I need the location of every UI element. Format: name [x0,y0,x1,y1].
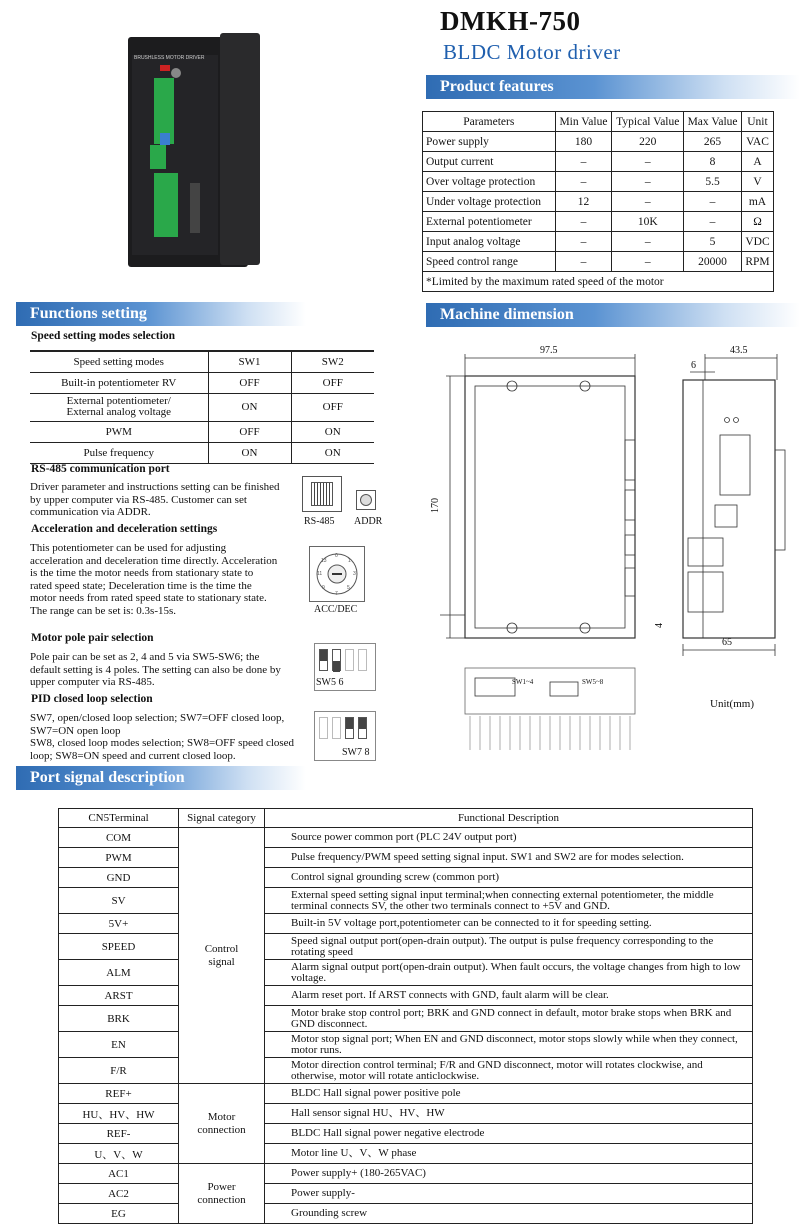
port-description: Alarm signal output port(open-drain output). When fault occurs, the voltage changes from high to low voltage. [265,960,753,986]
features-cell: – [612,192,684,212]
dim-base-label: 4 [654,623,665,628]
features-cell: Over voltage protection [423,172,556,192]
port-row [59,1006,753,1032]
features-cell: 20000 [684,252,742,272]
dim-height-label: 170 [430,498,441,513]
port-terminal: GND [59,868,179,888]
features-cell: RPM [741,252,773,272]
port-terminal: SPEED [59,934,179,960]
port-terminal: 5V+ [59,914,179,934]
port-table [58,808,753,1224]
port-row [59,914,753,934]
machine-dimension-banner [426,303,800,327]
features-cell: – [684,212,742,232]
port-description: Motor direction control terminal; F/R and GND disconnect, motor will rotates clockwise, and otherwise, motor will rotate anticlockwise. [265,1058,753,1084]
speed-modes-cell: ON [208,393,291,421]
features-header: Unit [741,112,773,132]
speed-modes-cell: OFF [291,372,374,393]
port-terminal: EN [59,1032,179,1058]
port-row [59,1164,753,1184]
port-terminal: ARST [59,986,179,1006]
speed-modes-row [30,372,374,393]
features-header: Parameters [423,112,556,132]
dim-depth-label: 43.5 [730,345,748,356]
port-signal-banner [16,766,306,790]
acc-dec-text: This potentiometer can be used for adjusting acceleration and deceleration time directly. Acceleration is the time the motor needs from stationary state to rated speed state; Deceleration time is the time the motor needs from rated speed state to stationary state. The range can be set is: 0.3s-15s. [30,542,278,617]
features-note: *Limited by the maximum rated speed of the motor [423,272,774,292]
pid-text: SW7, open/closed loop selection; SW7=OFF closed loop, SW7=ON open loop SW8, closed loop modes selection; SW8=OFF speed closed loop; SW8=ON speed and current closed loop. [30,712,295,762]
speed-modes-header: Speed setting modes [30,351,208,372]
svg-text:7: 7 [335,591,338,597]
dim-side-label: 65 [722,637,732,648]
features-cell: 265 [684,132,742,152]
port-row [59,1032,753,1058]
port-description: External speed setting signal input terminal;when connecting external potentiometer, the middle terminal connects SV, the other two terminals connect to +5V and GND. [265,888,753,914]
port-row [59,1124,753,1144]
functions-setting-banner [16,302,306,326]
product-features-banner [426,75,800,99]
svg-text:9: 9 [322,585,325,591]
port-row [59,960,753,986]
port-description: BLDC Hall signal power negative electrode [265,1124,753,1144]
features-cell: Output current [423,152,556,172]
features-header: Min Value [555,112,612,132]
features-note-row [423,272,774,292]
rs485-port-icon [302,476,342,512]
machine-dimension-title: Machine dimension [440,306,574,323]
port-category: Control signal [179,828,265,1084]
sw14-label: SW1~4 [512,678,534,686]
pole-switch-label: SW5 6 [316,677,344,688]
speed-modes-cell: ON [291,442,374,463]
features-cell: – [555,252,612,272]
features-row [423,232,774,252]
pid-heading: PID closed loop selection [31,693,153,705]
port-terminal: COM [59,828,179,848]
port-description: Motor stop signal port; When EN and GND disconnect, motor stops slowly while when they connect, motor runs. [265,1032,753,1058]
features-cell: 5.5 [684,172,742,192]
features-row [423,252,774,272]
port-terminal: BRK [59,1006,179,1032]
port-signal-title: Port signal description [30,769,185,786]
speed-modes-heading: Speed setting modes selection [31,330,176,342]
port-header-row [59,809,753,828]
rs485-label: RS-485 [304,516,335,527]
port-description: BLDC Hall signal power positive pole [265,1084,753,1104]
features-cell: External potentiometer [423,212,556,232]
port-description: Motor brake stop control port; BRK and GND connect in default, motor brake stops when BRK and GND disconnect. [265,1006,753,1032]
acc-dec-label: ACC/DEC [314,604,358,615]
features-cell: – [612,172,684,192]
port-terminal: REF- [59,1124,179,1144]
port-terminal: F/R [59,1058,179,1084]
speed-modes-row [30,421,374,442]
port-row [59,1144,753,1164]
port-category: Motor connection [179,1084,265,1164]
port-row [59,986,753,1006]
features-cell: Speed control range [423,252,556,272]
port-terminal: ALM [59,960,179,986]
features-row [423,132,774,152]
model-title: DMKH-750 [440,6,581,36]
port-header: CN5Terminal [59,809,179,828]
port-terminal: SV [59,888,179,914]
speed-modes-header: SW2 [291,351,374,372]
port-header: Functional Description [265,809,753,828]
port-description: Power supply- [265,1184,753,1204]
speed-modes-cell: OFF [208,421,291,442]
port-description: Motor line U、V、W phase [265,1144,753,1164]
port-description: Source power common port (PLC 24V output port) [265,828,753,848]
features-cell: V [741,172,773,192]
speed-modes-row [30,442,374,463]
addr-switch-icon [356,490,376,510]
port-row [59,1104,753,1124]
features-cell: – [612,232,684,252]
features-cell: – [612,152,684,172]
device-photo [120,33,270,271]
svg-text:11: 11 [317,571,323,577]
speed-modes-header-row [30,351,374,372]
features-cell: – [555,232,612,252]
port-row [59,1084,753,1104]
pid-switch-label: SW7 8 [342,747,370,758]
port-terminal: PWM [59,848,179,868]
functions-setting-title: Functions setting [30,305,147,322]
port-description: Hall sensor signal HU、HV、HW [265,1104,753,1124]
features-cell: – [555,172,612,192]
svg-text:1: 1 [348,558,351,564]
features-cell: Ω [741,212,773,232]
port-terminal: EG [59,1204,179,1224]
port-terminal: HU、HV、HW [59,1104,179,1124]
features-cell: – [555,212,612,232]
unit-label: Unit(mm) [710,698,754,710]
port-description: Grounding screw [265,1204,753,1224]
features-cell: VDC [741,232,773,252]
speed-modes-header: SW1 [208,351,291,372]
svg-text:3: 3 [353,571,356,577]
device-label: BRUSHLESS MOTOR DRIVER [134,55,205,61]
speed-modes-cell: PWM [30,421,208,442]
port-row [59,828,753,848]
svg-text:13: 13 [321,558,327,564]
port-description: Power supply+ (180-265VAC) [265,1164,753,1184]
features-cell: A [741,152,773,172]
port-description: Control signal grounding screw (common port) [265,868,753,888]
pole-pair-text: Pole pair can be set as 2, 4 and 5 via SW5-SW6; the default setting is 4 poles. The setting can also be done by upper computer via RS-485. [30,651,281,688]
features-cell: Power supply [423,132,556,152]
acc-dec-knob-icon [309,546,365,602]
port-row [59,934,753,960]
speed-modes-cell: Built-in potentiometer RV [30,372,208,393]
port-description: Built-in 5V voltage port,potentiometer can be connected to it for speeding setting. [265,914,753,934]
dimension-drawing [420,340,800,760]
speed-modes-cell: ON [291,421,374,442]
port-category: Power connection [179,1164,265,1224]
rs485-text: Driver parameter and instructions setting can be finished by upper computer via RS-485. Customer can set communication via ADDR. [30,481,280,518]
features-cell: Under voltage protection [423,192,556,212]
port-row [59,848,753,868]
features-cell: 180 [555,132,612,152]
product-subtitle: BLDC Motor driver [443,40,621,64]
product-features-title: Product features [440,78,554,95]
speed-modes-row [30,393,374,421]
port-terminal: AC2 [59,1184,179,1204]
features-cell: Input analog voltage [423,232,556,252]
features-cell: 12 [555,192,612,212]
addr-label: ADDR [354,516,383,527]
features-cell: mA [741,192,773,212]
dim-width-label: 97.5 [540,345,558,356]
features-header: Max Value [684,112,742,132]
port-terminal: AC1 [59,1164,179,1184]
port-header: Signal category [179,809,265,828]
speed-modes-cell: External potentiometer/ External analog voltage [30,393,208,421]
speed-modes-cell: Pulse frequency [30,442,208,463]
features-row [423,212,774,232]
features-row [423,152,774,172]
features-row [423,192,774,212]
port-row [59,1204,753,1224]
port-terminal: U、V、W [59,1144,179,1164]
port-row [59,868,753,888]
features-cell: – [555,152,612,172]
speed-modes-table [30,350,374,464]
acc-dec-heading: Acceleration and deceleration settings [31,523,218,535]
features-cell: – [684,192,742,212]
port-row [59,1184,753,1204]
speed-modes-cell: ON [208,442,291,463]
svg-text:0: 0 [335,553,338,559]
svg-text:5: 5 [347,585,350,591]
port-row [59,1058,753,1084]
speed-modes-cell: OFF [208,372,291,393]
features-cell: 220 [612,132,684,152]
features-cell: 5 [684,232,742,252]
features-cell: VAC [741,132,773,152]
port-description: Speed signal output port(open-drain output). The output is pulse frequency corresponding to the rotating speed [265,934,753,960]
port-description: Pulse frequency/PWM speed setting signal input. SW1 and SW2 are for modes selection. [265,848,753,868]
speed-modes-cell: OFF [291,393,374,421]
port-terminal: REF+ [59,1084,179,1104]
pole-pair-heading: Motor pole pair selection [31,632,154,644]
features-header: Typical Value [612,112,684,132]
dim-offset-label: 6 [691,360,696,371]
features-row [423,172,774,192]
features-cell: 10K [612,212,684,232]
port-row [59,888,753,914]
rs485-heading: RS-485 communication port [31,463,170,475]
sw58-label: SW5~8 [582,678,604,686]
features-table [422,111,774,292]
features-cell: 8 [684,152,742,172]
port-description: Alarm reset port. If ARST connects with GND, fault alarm will be clear. [265,986,753,1006]
features-cell: – [612,252,684,272]
